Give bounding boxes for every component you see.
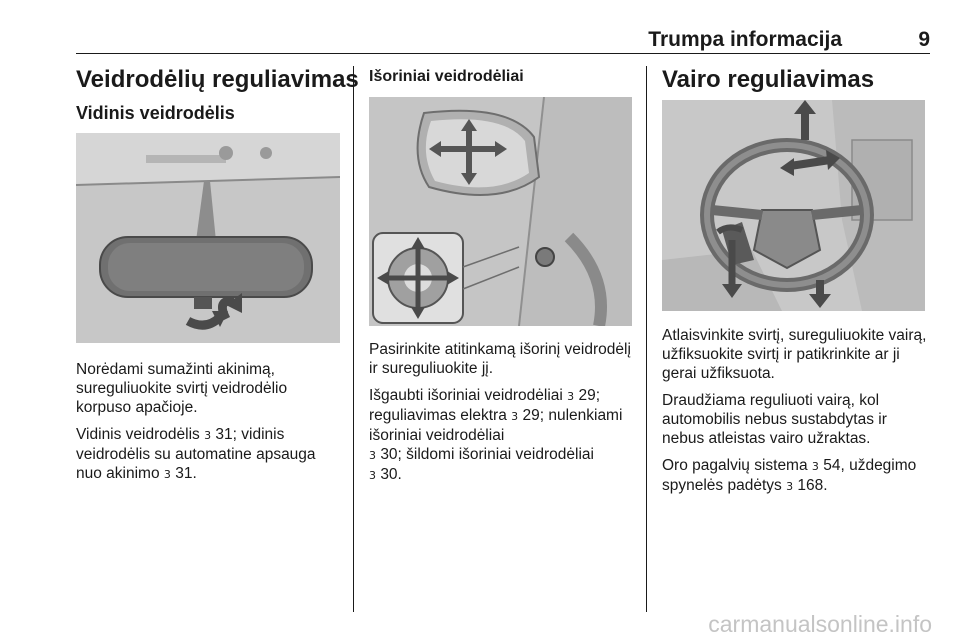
page-reference-icon: 3 bbox=[369, 449, 376, 462]
col2-para-2 bbox=[369, 386, 641, 485]
col3-para-3-ref-2: 168. bbox=[797, 477, 828, 494]
col3-para-3-ref-1: 54, uždegimo spynelės padėtys bbox=[662, 457, 917, 494]
col3-para-1: Atlaisvinkite svirtį, sureguliuokite vairą, užfiksuokite svirtį ir patikrinkite ar ji gerai užfiksuota. bbox=[662, 327, 927, 382]
running-header-title: Trumpa informacija bbox=[648, 28, 842, 51]
steering-wheel-illustration bbox=[662, 100, 925, 311]
column-divider-2 bbox=[646, 66, 647, 612]
subheading-exterior-mirrors: Išoriniai veidrodėliai bbox=[369, 68, 524, 85]
watermark: carmanualsonline.info bbox=[708, 611, 932, 637]
interior-mirror-illustration bbox=[76, 133, 340, 343]
column-divider-1 bbox=[353, 66, 354, 612]
col3-para-2: Draudžiama reguliuoti vairą, kol automobilis nebus sustabdytas ir nebus atleistas vairo užraktas. bbox=[662, 392, 887, 447]
col1-para-1: Norėdami sumažinti akinimą, sureguliuokite svirtį veidrodėlio korpuso apačioje. bbox=[76, 361, 288, 416]
col2-para-1: Pasirinkite atitinkamą išorinį veidrodėlį ir sureguliuokite jį. bbox=[369, 341, 631, 377]
col1-para-2-ref-1: 31; vidinis veidrodėlis su automatine apsauga nuo akinimo bbox=[76, 426, 316, 482]
page-reference-icon: 3 bbox=[511, 410, 519, 423]
interior-mirror-drawing bbox=[76, 133, 340, 343]
col3-para-3 bbox=[662, 456, 932, 496]
section-heading-steering-adjustment: Vairo reguliavimas bbox=[662, 66, 875, 93]
col1-para-2-text: Vidinis veidrodėlis bbox=[76, 426, 200, 443]
page-reference-icon: 3 bbox=[567, 390, 575, 403]
exterior-mirror-drawing bbox=[369, 97, 632, 326]
col3-body bbox=[662, 326, 932, 504]
col1-body bbox=[76, 360, 344, 492]
col2-para-2-ref-2: 29; nulenkiami išoriniai veidrodėliai bbox=[369, 407, 623, 444]
header-rule bbox=[76, 53, 930, 54]
exterior-mirror-illustration bbox=[369, 97, 632, 326]
page-reference-icon: 3 bbox=[204, 429, 212, 442]
col2-para-2-ref-4: 30. bbox=[380, 466, 402, 483]
section-heading-mirror-adjustment: Veidrodėlių reguliavimas bbox=[76, 66, 359, 93]
col3-para-3-text: Oro pagalvių sistema bbox=[662, 457, 808, 474]
page-reference-icon: 3 bbox=[369, 469, 376, 482]
col2-para-2-ref-3: 30; šildomi išoriniai veidrodėliai bbox=[380, 446, 594, 463]
subheading-interior-mirror: Vidinis veidrodėlis bbox=[76, 103, 235, 123]
col2-para-2-ref-1: 29; reguliavimas elektra bbox=[369, 387, 601, 424]
col1-para-2-ref-2: 31. bbox=[175, 465, 197, 482]
steering-wheel-drawing bbox=[662, 100, 925, 311]
page-reference-icon: 3 bbox=[163, 468, 171, 481]
page-reference-icon: 3 bbox=[786, 480, 794, 493]
col1-para-2 bbox=[76, 425, 344, 484]
page-reference-icon: 3 bbox=[811, 460, 819, 473]
page-number: 9 bbox=[918, 28, 930, 51]
col2-para-2-text: Išgaubti išoriniai veidrodėliai bbox=[369, 387, 563, 404]
col2-body bbox=[369, 340, 641, 493]
